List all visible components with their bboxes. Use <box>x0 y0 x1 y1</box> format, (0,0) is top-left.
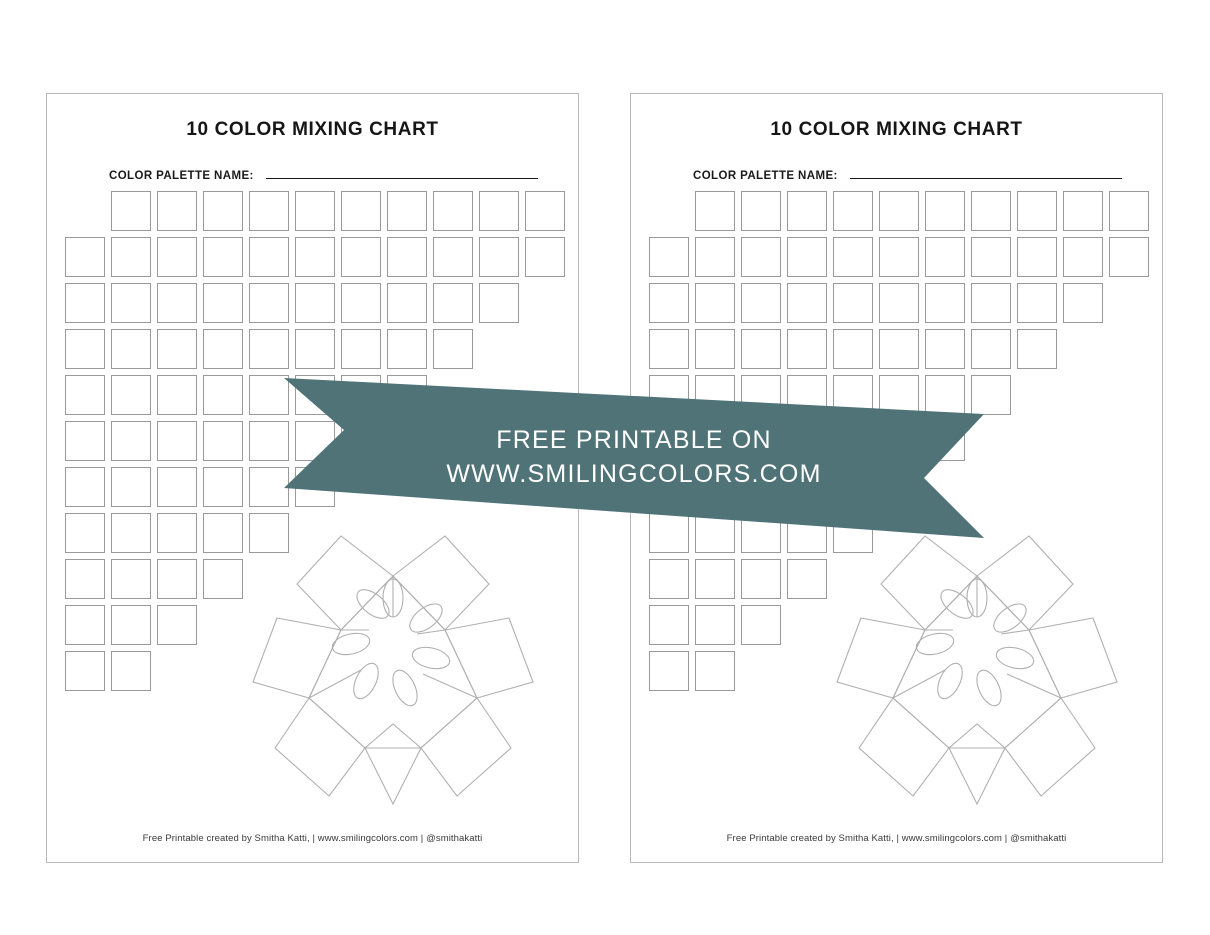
mixing-cell-r2-c3[interactable] <box>203 283 243 323</box>
mixing-cell-r9-c1[interactable] <box>111 605 151 645</box>
palette-swatch-top-10[interactable] <box>1109 191 1149 231</box>
mixing-cell-r1-c1[interactable] <box>695 237 735 277</box>
mixing-cell-r3-c3[interactable] <box>203 329 243 369</box>
mixing-cell-r8-c2[interactable] <box>741 559 781 599</box>
mixing-cell-r2-c4[interactable] <box>249 283 289 323</box>
mixing-cell-r3-c8[interactable] <box>433 329 473 369</box>
palette-swatch-top-7[interactable] <box>387 191 427 231</box>
mixing-cell-r1-c7[interactable] <box>971 237 1011 277</box>
mixing-cell-r10-c1[interactable] <box>111 651 151 691</box>
palette-swatch-left-1[interactable] <box>65 237 105 277</box>
palette-swatch-left-8[interactable] <box>65 559 105 599</box>
mixing-cell-r3-c5[interactable] <box>879 329 919 369</box>
mixing-cell-r4-c3[interactable] <box>203 375 243 415</box>
mixing-cell-r2-c5[interactable] <box>295 283 335 323</box>
palette-swatch-top-5[interactable] <box>879 191 919 231</box>
mixing-cell-r2-c3[interactable] <box>787 283 827 323</box>
palette-swatch-top-6[interactable] <box>341 191 381 231</box>
palette-swatch-top-3[interactable] <box>787 191 827 231</box>
mixing-cell-r7-c1[interactable] <box>111 513 151 553</box>
mixing-cell-r1-c5[interactable] <box>879 237 919 277</box>
mixing-cell-r2-c8[interactable] <box>1017 283 1057 323</box>
mixing-cell-r2-c7[interactable] <box>387 283 427 323</box>
color-palette-name-label-right: COLOR PALETTE NAME: <box>693 170 838 182</box>
color-palette-name-input-left[interactable] <box>266 178 538 179</box>
palette-swatch-left-3[interactable] <box>65 329 105 369</box>
mixing-cell-r3-c7[interactable] <box>971 329 1011 369</box>
palette-swatch-left-6[interactable] <box>65 467 105 507</box>
palette-swatch-left-5[interactable] <box>65 421 105 461</box>
mixing-cell-r1-c1[interactable] <box>111 237 151 277</box>
mixing-cell-r1-c2[interactable] <box>741 237 781 277</box>
mixing-cell-r3-c6[interactable] <box>925 329 965 369</box>
mixing-cell-r1-c3[interactable] <box>787 237 827 277</box>
mixing-cell-r8-c2[interactable] <box>157 559 197 599</box>
promo-banner-line2: WWW.SMILINGCOLORS.COM <box>446 460 822 488</box>
color-palette-name-label-left: COLOR PALETTE NAME: <box>109 170 254 182</box>
mixing-cell-r1-c8[interactable] <box>1017 237 1057 277</box>
mixing-cell-r1-c10[interactable] <box>525 237 565 277</box>
mixing-cell-r8-c3[interactable] <box>787 559 827 599</box>
mixing-cell-r2-c2[interactable] <box>741 283 781 323</box>
mixing-cell-r3-c4[interactable] <box>833 329 873 369</box>
palette-swatch-left-3[interactable] <box>649 329 689 369</box>
mixing-cell-r10-c1[interactable] <box>695 651 735 691</box>
palette-swatch-top-4[interactable] <box>249 191 289 231</box>
mixing-cell-r6-c3[interactable] <box>203 467 243 507</box>
mixing-cell-r5-c2[interactable] <box>157 421 197 461</box>
mixing-cell-r2-c9[interactable] <box>1063 283 1103 323</box>
palette-swatch-top-2[interactable] <box>157 191 197 231</box>
palette-swatch-left-8[interactable] <box>649 559 689 599</box>
palette-swatch-left-2[interactable] <box>649 283 689 323</box>
palette-swatch-top-1[interactable] <box>111 191 151 231</box>
mixing-cell-r2-c8[interactable] <box>433 283 473 323</box>
mixing-cell-r2-c9[interactable] <box>479 283 519 323</box>
footer-credit-left: Free Printable created by Smitha Katti, | www.smilingcolors.com | @smithakatti <box>142 833 483 844</box>
mixing-cell-r2-c1[interactable] <box>111 283 151 323</box>
palette-swatch-left-9[interactable] <box>649 605 689 645</box>
color-palette-name-row-left <box>109 162 538 182</box>
mixing-cell-r9-c1[interactable] <box>695 605 735 645</box>
mixing-cell-r6-c1[interactable] <box>111 467 151 507</box>
mixing-cell-r8-c1[interactable] <box>695 559 735 599</box>
mixing-cell-r3-c2[interactable] <box>157 329 197 369</box>
color-palette-name-row-right <box>693 162 1122 182</box>
mixing-cell-r2-c6[interactable] <box>925 283 965 323</box>
mixing-cell-r2-c7[interactable] <box>971 283 1011 323</box>
palette-swatch-left-10[interactable] <box>65 651 105 691</box>
palette-swatch-left-1[interactable] <box>649 237 689 277</box>
color-palette-name-input-right[interactable] <box>850 178 1122 179</box>
palette-swatch-top-2[interactable] <box>741 191 781 231</box>
promo-banner-text <box>284 378 984 538</box>
palette-swatch-top-6[interactable] <box>925 191 965 231</box>
mixing-cell-r2-c6[interactable] <box>341 283 381 323</box>
mixing-cell-r1-c4[interactable] <box>249 237 289 277</box>
mixing-cell-r3-c7[interactable] <box>387 329 427 369</box>
mixing-cell-r6-c2[interactable] <box>157 467 197 507</box>
mixing-cell-r5-c3[interactable] <box>203 421 243 461</box>
palette-swatch-top-3[interactable] <box>203 191 243 231</box>
mixing-cell-r4-c2[interactable] <box>157 375 197 415</box>
mixing-cell-r3-c6[interactable] <box>341 329 381 369</box>
palette-swatch-top-4[interactable] <box>833 191 873 231</box>
palette-swatch-left-4[interactable] <box>65 375 105 415</box>
mixing-cell-r2-c5[interactable] <box>879 283 919 323</box>
footer-credit-right: Free Printable created by Smitha Katti, | www.smilingcolors.com | @smithakatti <box>726 833 1067 844</box>
mixing-cell-r1-c5[interactable] <box>295 237 335 277</box>
mixing-cell-r3-c8[interactable] <box>1017 329 1057 369</box>
mixing-cell-r6-c4[interactable] <box>249 467 289 507</box>
mixing-cell-r1-c2[interactable] <box>157 237 197 277</box>
promo-banner <box>284 378 984 538</box>
mixing-cell-r2-c2[interactable] <box>157 283 197 323</box>
mixing-cell-r7-c2[interactable] <box>157 513 197 553</box>
palette-swatch-top-8[interactable] <box>433 191 473 231</box>
mixing-cell-r1-c7[interactable] <box>387 237 427 277</box>
mixing-cell-r8-c1[interactable] <box>111 559 151 599</box>
palette-swatch-top-10[interactable] <box>525 191 565 231</box>
mixing-cell-r3-c1[interactable] <box>111 329 151 369</box>
promo-banner-line1: FREE PRINTABLE ON <box>496 426 772 455</box>
mixing-cell-r1-c8[interactable] <box>433 237 473 277</box>
mixing-cell-r3-c5[interactable] <box>295 329 335 369</box>
mixing-cell-r5-c4[interactable] <box>249 421 289 461</box>
mixing-cell-r1-c3[interactable] <box>203 237 243 277</box>
page-title-right: 10 COLOR MIXING CHART <box>770 119 1023 140</box>
page-title-left: 10 COLOR MIXING CHART <box>186 119 439 140</box>
mixing-cell-r1-c9[interactable] <box>1063 237 1103 277</box>
mixing-cell-r7-c4[interactable] <box>249 513 289 553</box>
mixing-cell-r3-c2[interactable] <box>741 329 781 369</box>
palette-swatch-left-7[interactable] <box>65 513 105 553</box>
palette-swatch-top-9[interactable] <box>1063 191 1103 231</box>
mixing-cell-r8-c3[interactable] <box>203 559 243 599</box>
palette-swatch-top-1[interactable] <box>695 191 735 231</box>
mixing-cell-r2-c1[interactable] <box>695 283 735 323</box>
mixing-cell-r3-c4[interactable] <box>249 329 289 369</box>
mixing-cell-r1-c10[interactable] <box>1109 237 1149 277</box>
mixing-cell-r9-c2[interactable] <box>741 605 781 645</box>
palette-swatch-top-7[interactable] <box>971 191 1011 231</box>
mixing-cell-r4-c1[interactable] <box>111 375 151 415</box>
mixing-cell-r7-c3[interactable] <box>203 513 243 553</box>
palette-swatch-top-8[interactable] <box>1017 191 1057 231</box>
palette-swatch-left-10[interactable] <box>649 651 689 691</box>
mixing-cell-r1-c4[interactable] <box>833 237 873 277</box>
mixing-cell-r9-c2[interactable] <box>157 605 197 645</box>
mixing-cell-r5-c1[interactable] <box>111 421 151 461</box>
mixing-cell-r3-c3[interactable] <box>787 329 827 369</box>
mixing-cell-r1-c9[interactable] <box>479 237 519 277</box>
palette-swatch-top-5[interactable] <box>295 191 335 231</box>
palette-swatch-top-9[interactable] <box>479 191 519 231</box>
palette-swatch-left-9[interactable] <box>65 605 105 645</box>
mixing-cell-r4-c4[interactable] <box>249 375 289 415</box>
mixing-cell-r2-c4[interactable] <box>833 283 873 323</box>
mixing-cell-r3-c1[interactable] <box>695 329 735 369</box>
mixing-cell-r1-c6[interactable] <box>341 237 381 277</box>
mixing-cell-r1-c6[interactable] <box>925 237 965 277</box>
palette-swatch-left-2[interactable] <box>65 283 105 323</box>
